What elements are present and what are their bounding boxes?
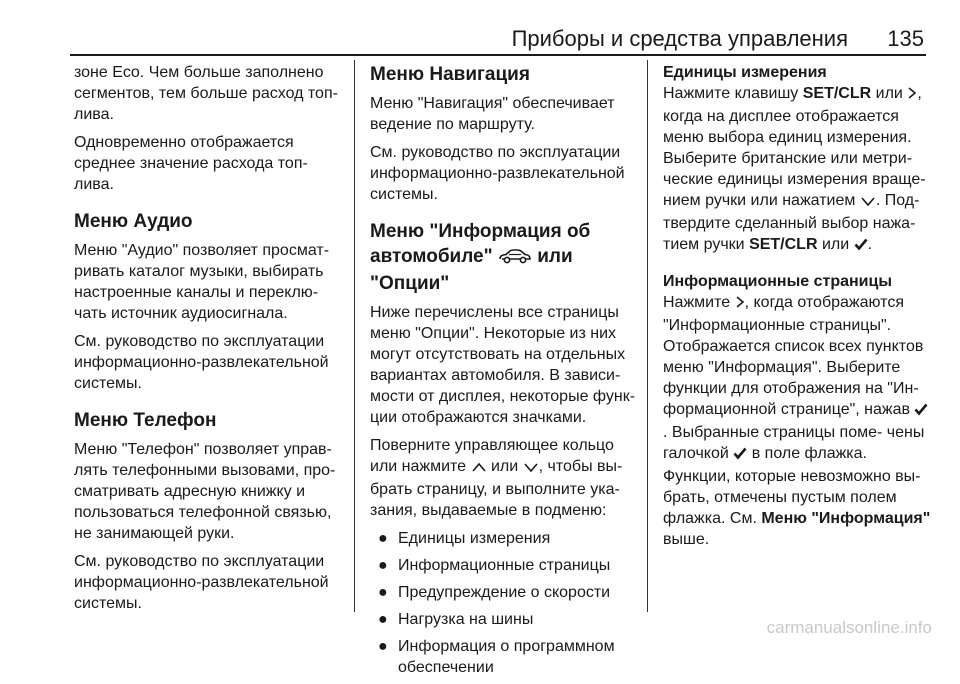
column-divider-1 xyxy=(354,60,355,612)
chevron-up-icon xyxy=(471,458,487,479)
paragraph-audio-2: См. руководство по эксплуатации информационно-развлекательной системы. xyxy=(74,333,329,392)
heading-units: Единицы измерения xyxy=(663,64,827,81)
heading-info-pages: Информационные страницы xyxy=(663,273,892,290)
checkmark-icon xyxy=(914,401,928,422)
car-icon xyxy=(498,246,532,271)
setclr-label: SET/CLR xyxy=(802,85,872,102)
header-rule xyxy=(70,54,926,56)
page-header xyxy=(0,0,960,58)
column-3 xyxy=(663,62,931,557)
heading-phone-menu: Меню Телефон xyxy=(74,410,217,431)
chevron-down-icon xyxy=(523,458,539,479)
paragraph-nav-2: См. руководство по эксплуатации информационно-развлекательной системы. xyxy=(370,144,625,203)
watermark: carmanualsonline.info xyxy=(766,618,932,637)
heading-vehicle-info-part3: или "Опции" xyxy=(370,246,573,294)
paragraph-units: Нажмите клавишу SET/CLR или , когда на дисплее отображается меню выбора единиц измерения. Выберите британские или метри- ческие единицы измерения враще- нием ручки или нажатием . Под- твердите сделанный выбор нажа- тием ручки SET/CLR или . xyxy=(663,83,931,257)
paragraph-info-pages: Нажмите , когда отображаются "Информационные страницы". Отображается список всех пунктов меню "Информация". Выберите функции для отображения на "Ин- формационной странице", нажав . Выбранные страницы поме- чены галочкой в поле флажка. Функции, которые невозможно вы- брать, отмечены пустым полем флажка. См. Меню "Информация" выше. xyxy=(663,294,931,548)
info-text-a: Поверните управляющее кольцо или нажмите xyxy=(370,437,614,475)
list-item: ● Нагрузка на шины xyxy=(378,611,534,628)
chevron-right-icon xyxy=(907,85,917,106)
paragraph-audio-1: Меню "Аудио" позволяет просмат- ривать каталог музыки, выбирать настроенные каналы и переклю- чать источник аудиосигнала. xyxy=(74,242,330,322)
paragraph-nav-1: Меню "Навигация" обеспечивает ведение по маршруту. xyxy=(370,95,615,133)
setclr-label: SET/CLR xyxy=(749,236,818,253)
paragraph-phone-1: Меню "Телефон" позволяет управ- лять телефонными вызовами, про- сматривать адресную книжку и пользоваться телефонной связью, не занимающей руки. xyxy=(74,441,336,542)
paragraph-info-1: Ниже перечислены все страницы меню "Опции". Некоторые из них могут отсутствовать на отдельных вариантах автомобиля. В зависи- мости от дисплея, некоторые функ- ции отображаются значками. xyxy=(370,304,636,426)
list-item: ● Единицы измерения xyxy=(378,530,551,547)
paragraph-phone-2: См. руководство по эксплуатации информационно-развлекательной системы. xyxy=(74,553,329,612)
info-text-c: , чтобы вы- брать страницу, и выполните ука- зания, выдаваемые в подменю: xyxy=(370,458,623,519)
paragraph-eco-2: Одновременно отображается среднее значение расхода топ- лива. xyxy=(74,134,308,193)
heading-vehicle-info-menu xyxy=(370,219,638,296)
heading-vehicle-info-part1: Меню "Информация об xyxy=(370,221,591,242)
column-divider-2 xyxy=(647,60,648,612)
page-number: 135 xyxy=(887,26,924,51)
info-menu-reference: Меню "Информация" xyxy=(761,510,931,527)
chevron-right-icon xyxy=(735,294,745,315)
column-1 xyxy=(74,62,348,621)
page-title: Приборы и средства управления xyxy=(511,26,848,51)
checkmark-icon xyxy=(733,445,747,466)
paragraph-info-2 xyxy=(370,435,638,521)
column-2 xyxy=(370,62,638,684)
heading-audio-menu: Меню Аудио xyxy=(74,211,193,232)
heading-vehicle-info-part2: автомобиле" xyxy=(370,246,493,267)
heading-navigation-menu: Меню Навигация xyxy=(370,64,530,85)
chevron-down-icon xyxy=(860,192,876,213)
list-item: ● Информация о программном обеспечении xyxy=(378,638,615,676)
checkmark-icon xyxy=(854,236,868,257)
info-text-b: или xyxy=(490,458,519,475)
list-item: ● Предупреждение о скорости xyxy=(378,584,611,601)
list-item: ● Информационные страницы xyxy=(378,557,611,574)
options-list xyxy=(370,528,638,678)
paragraph-eco-1: зоне Eco. Чем больше заполнено сегментов, тем больше расход топ- лива. xyxy=(74,64,338,123)
